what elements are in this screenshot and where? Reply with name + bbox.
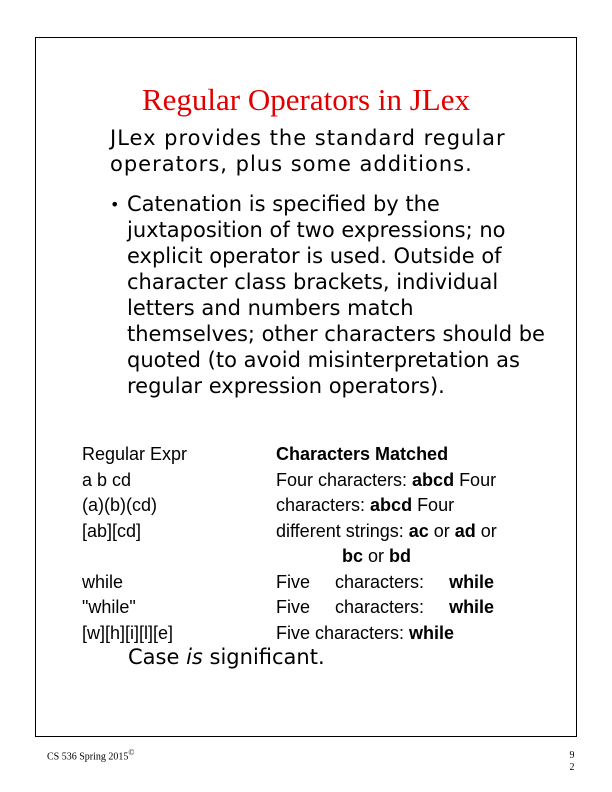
matched-line: Five characters: while [276, 571, 495, 592]
bullet-text: Catenation is specified by the juxtaposition of two expressions; no explicit operator is used. Outside of character class brackets, individual letters and numbers match themselves; other characters should be quoted (to avoid misinterpretation as regular expression operators). [127, 192, 545, 398]
regex-row: while [82, 571, 124, 592]
matched-column [276, 442, 497, 646]
page-number: 9 2 [569, 750, 575, 773]
bullet-marker: • [110, 195, 120, 214]
regex-column [82, 442, 187, 646]
matched-line: Five characters: while [276, 597, 495, 617]
matched-line: characters: abcd Four [276, 495, 455, 515]
slide-title: Regular Operators in JLex [142, 82, 470, 117]
matched-line: Five characters: while [276, 622, 455, 643]
course-footer: CS 536 Spring 2015© [47, 748, 135, 763]
matched-line: different strings: ac or ad or [276, 520, 497, 541]
intro-text: JLex provides the standard regular operators, plus some additions. [110, 126, 506, 176]
matched-line: bc or bd [342, 546, 412, 566]
regex-row: "while" [82, 597, 136, 617]
closing-note: Case is significant. [128, 645, 325, 669]
matched-line: Four characters: abcd Four [276, 469, 497, 490]
matched-column-header: Characters Matched [276, 444, 449, 464]
regex-row: a b cd [82, 469, 132, 490]
regex-column-header: Regular Expr [82, 444, 188, 464]
copyright-mark: © [128, 748, 135, 757]
regex-row: [w][h][i][l][e] [82, 622, 174, 643]
regex-row: [ab][cd] [82, 520, 142, 541]
regex-row: (a)(b)(cd) [82, 495, 157, 515]
